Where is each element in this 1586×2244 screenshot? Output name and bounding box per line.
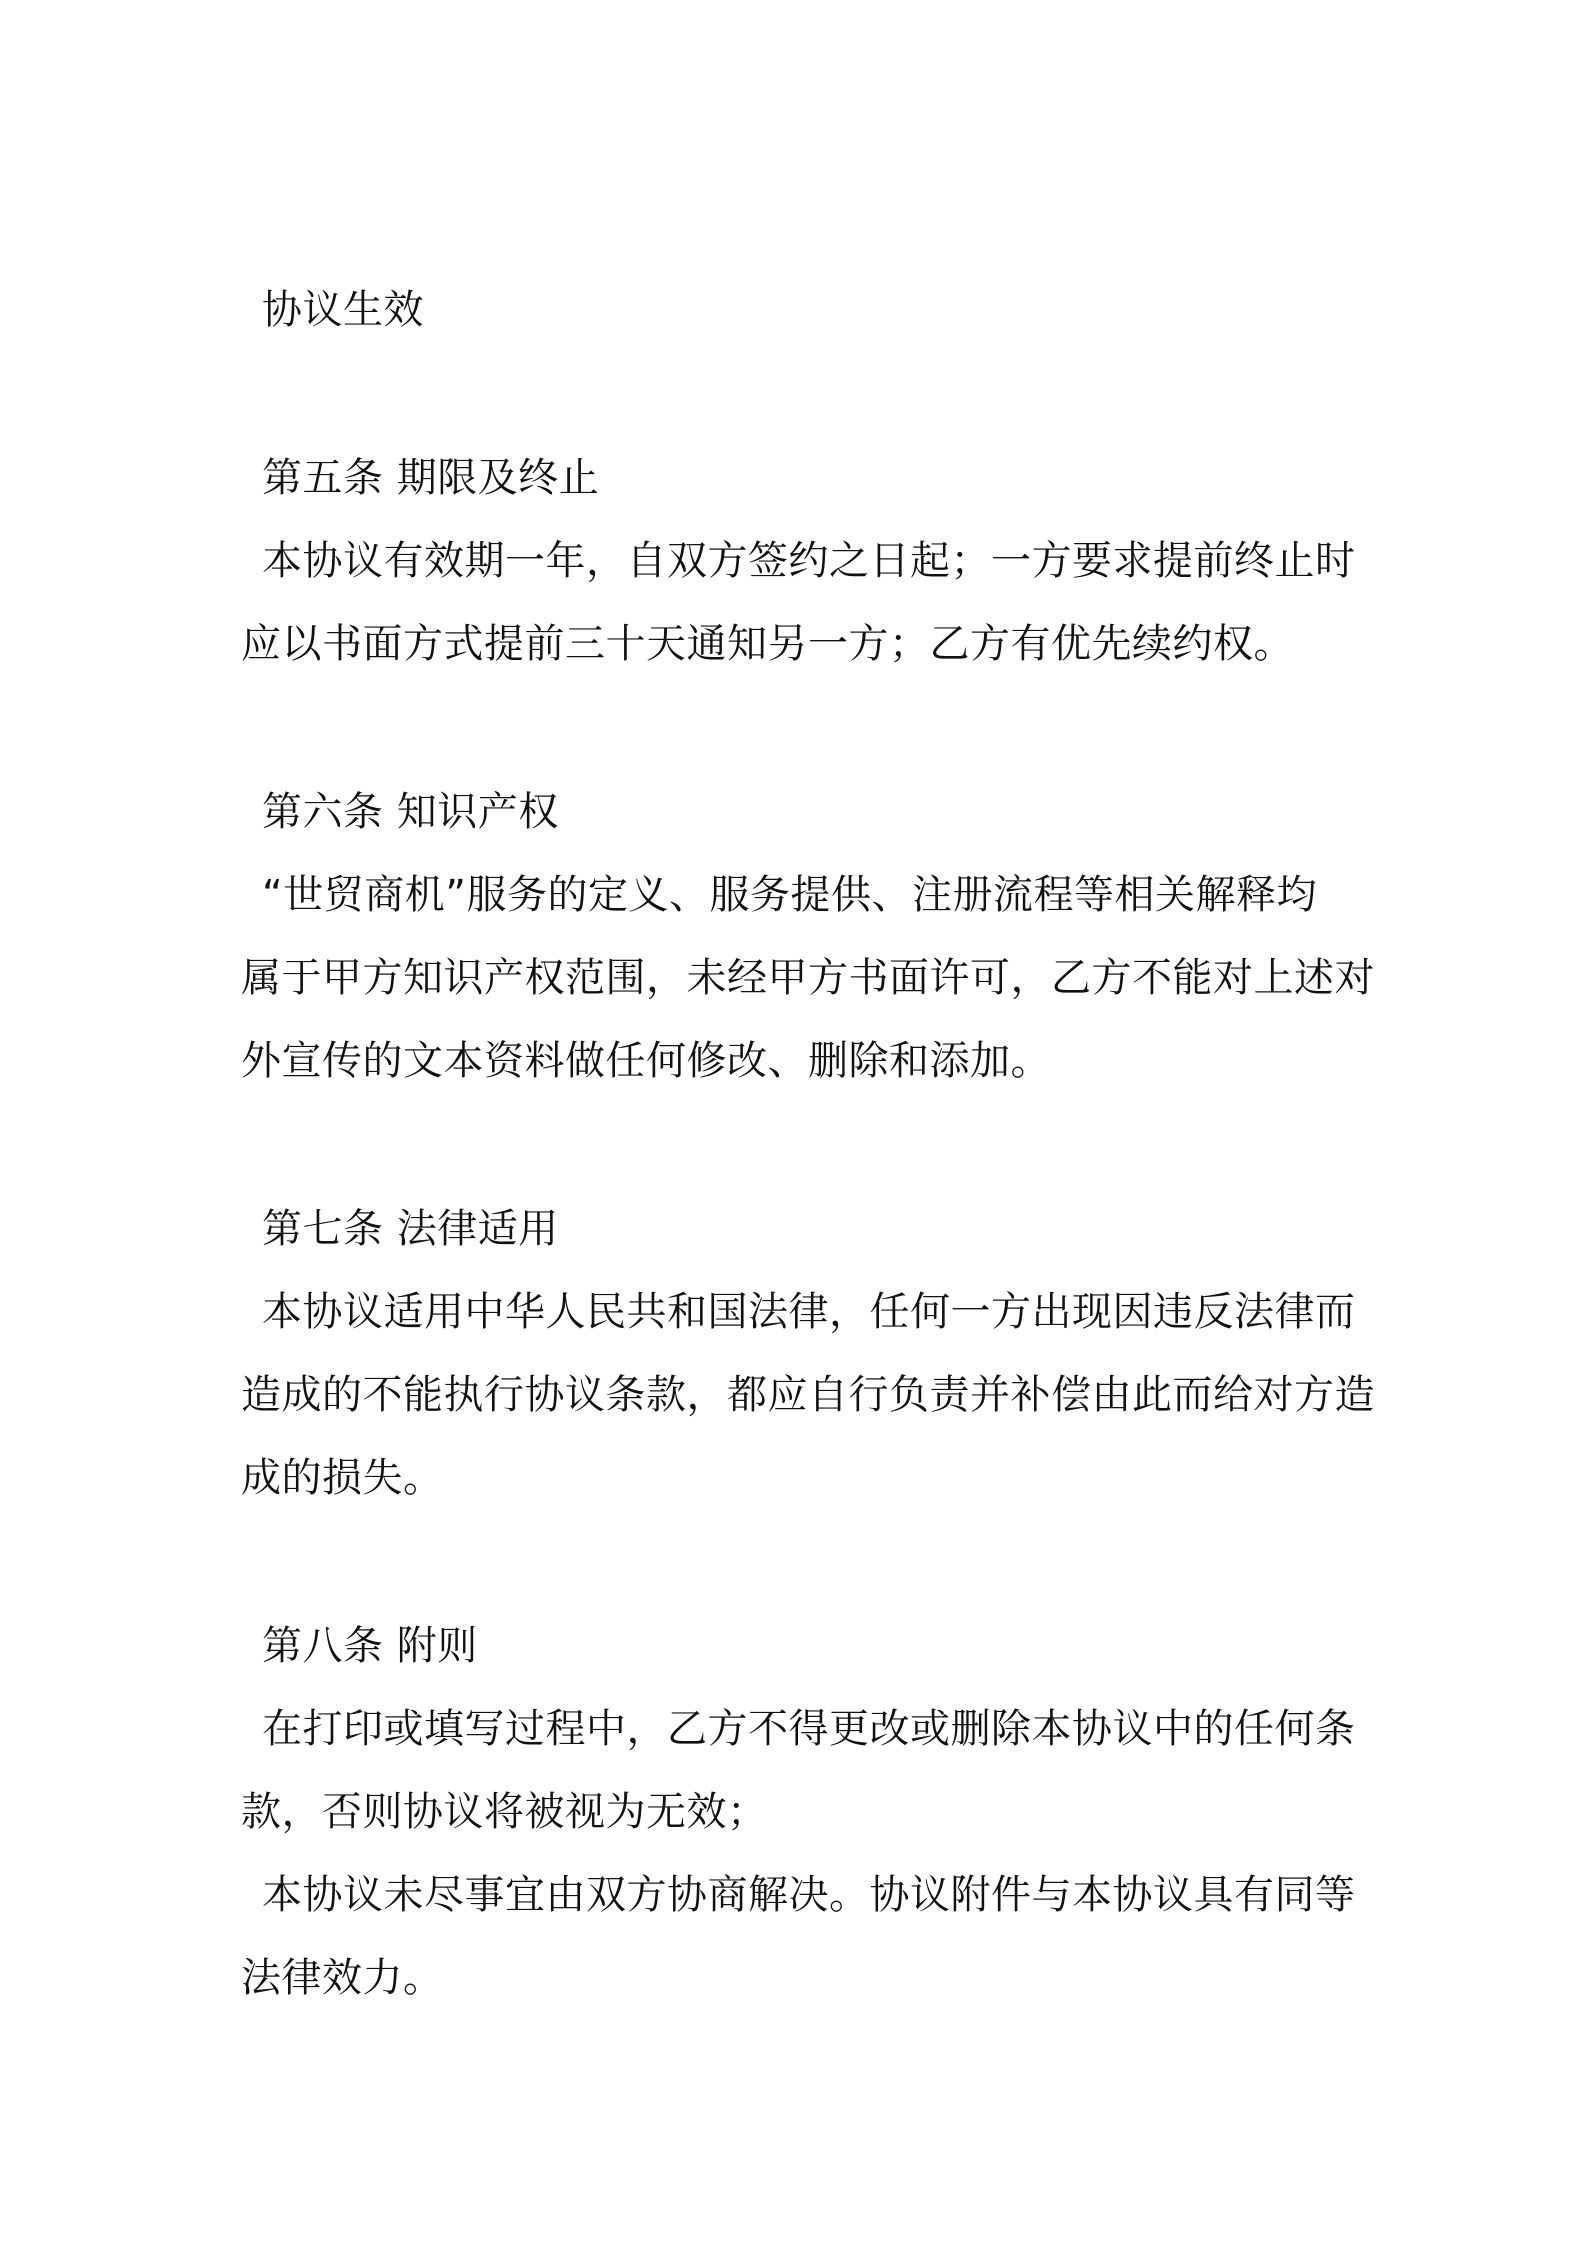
section-5-line-1: 本协议有效期一年，自双方签约之日起；一方要求提前终止时 — [262, 538, 1356, 584]
section-6-heading: 第六条 知识产权 — [262, 789, 559, 835]
section-8-line-1: 在打印或填写过程中，乙方不得更改或删除本协议中的任何条 — [262, 1706, 1356, 1752]
section-7-line-3: 成的损失。 — [241, 1455, 444, 1501]
section-5-heading: 第五条 期限及终止 — [262, 455, 600, 501]
section-7-line-1: 本协议适用中华人民共和国法律，任何一方出现因违反法律而 — [262, 1289, 1356, 1335]
section-8-line-4: 法律效力。 — [241, 1955, 444, 2001]
section-8-line-2: 款，否则协议将被视为无效； — [241, 1789, 768, 1835]
section-6-line-1: “世贸商机”服务的定义、服务提供、注册流程等相关解释均 — [262, 872, 1317, 918]
intro-text: 协议生效 — [262, 287, 424, 333]
section-7-heading: 第七条 法律适用 — [262, 1206, 559, 1252]
section-8-line-3: 本协议未尽事宜由双方协商解决。协议附件与本协议具有同等 — [262, 1872, 1356, 1918]
section-7-line-2: 造成的不能执行协议条款，都应自行负责并补偿由此而给对方造 — [241, 1372, 1375, 1418]
section-8-heading: 第八条 附则 — [262, 1623, 478, 1669]
section-6-line-2: 属于甲方知识产权范围，未经甲方书面许可，乙方不能对上述对 — [241, 955, 1375, 1001]
section-6-line-3: 外宣传的文本资料做任何修改、删除和添加。 — [241, 1038, 1051, 1084]
section-5-line-2: 应以书面方式提前三十天通知另一方；乙方有优先续约权。 — [241, 621, 1294, 667]
